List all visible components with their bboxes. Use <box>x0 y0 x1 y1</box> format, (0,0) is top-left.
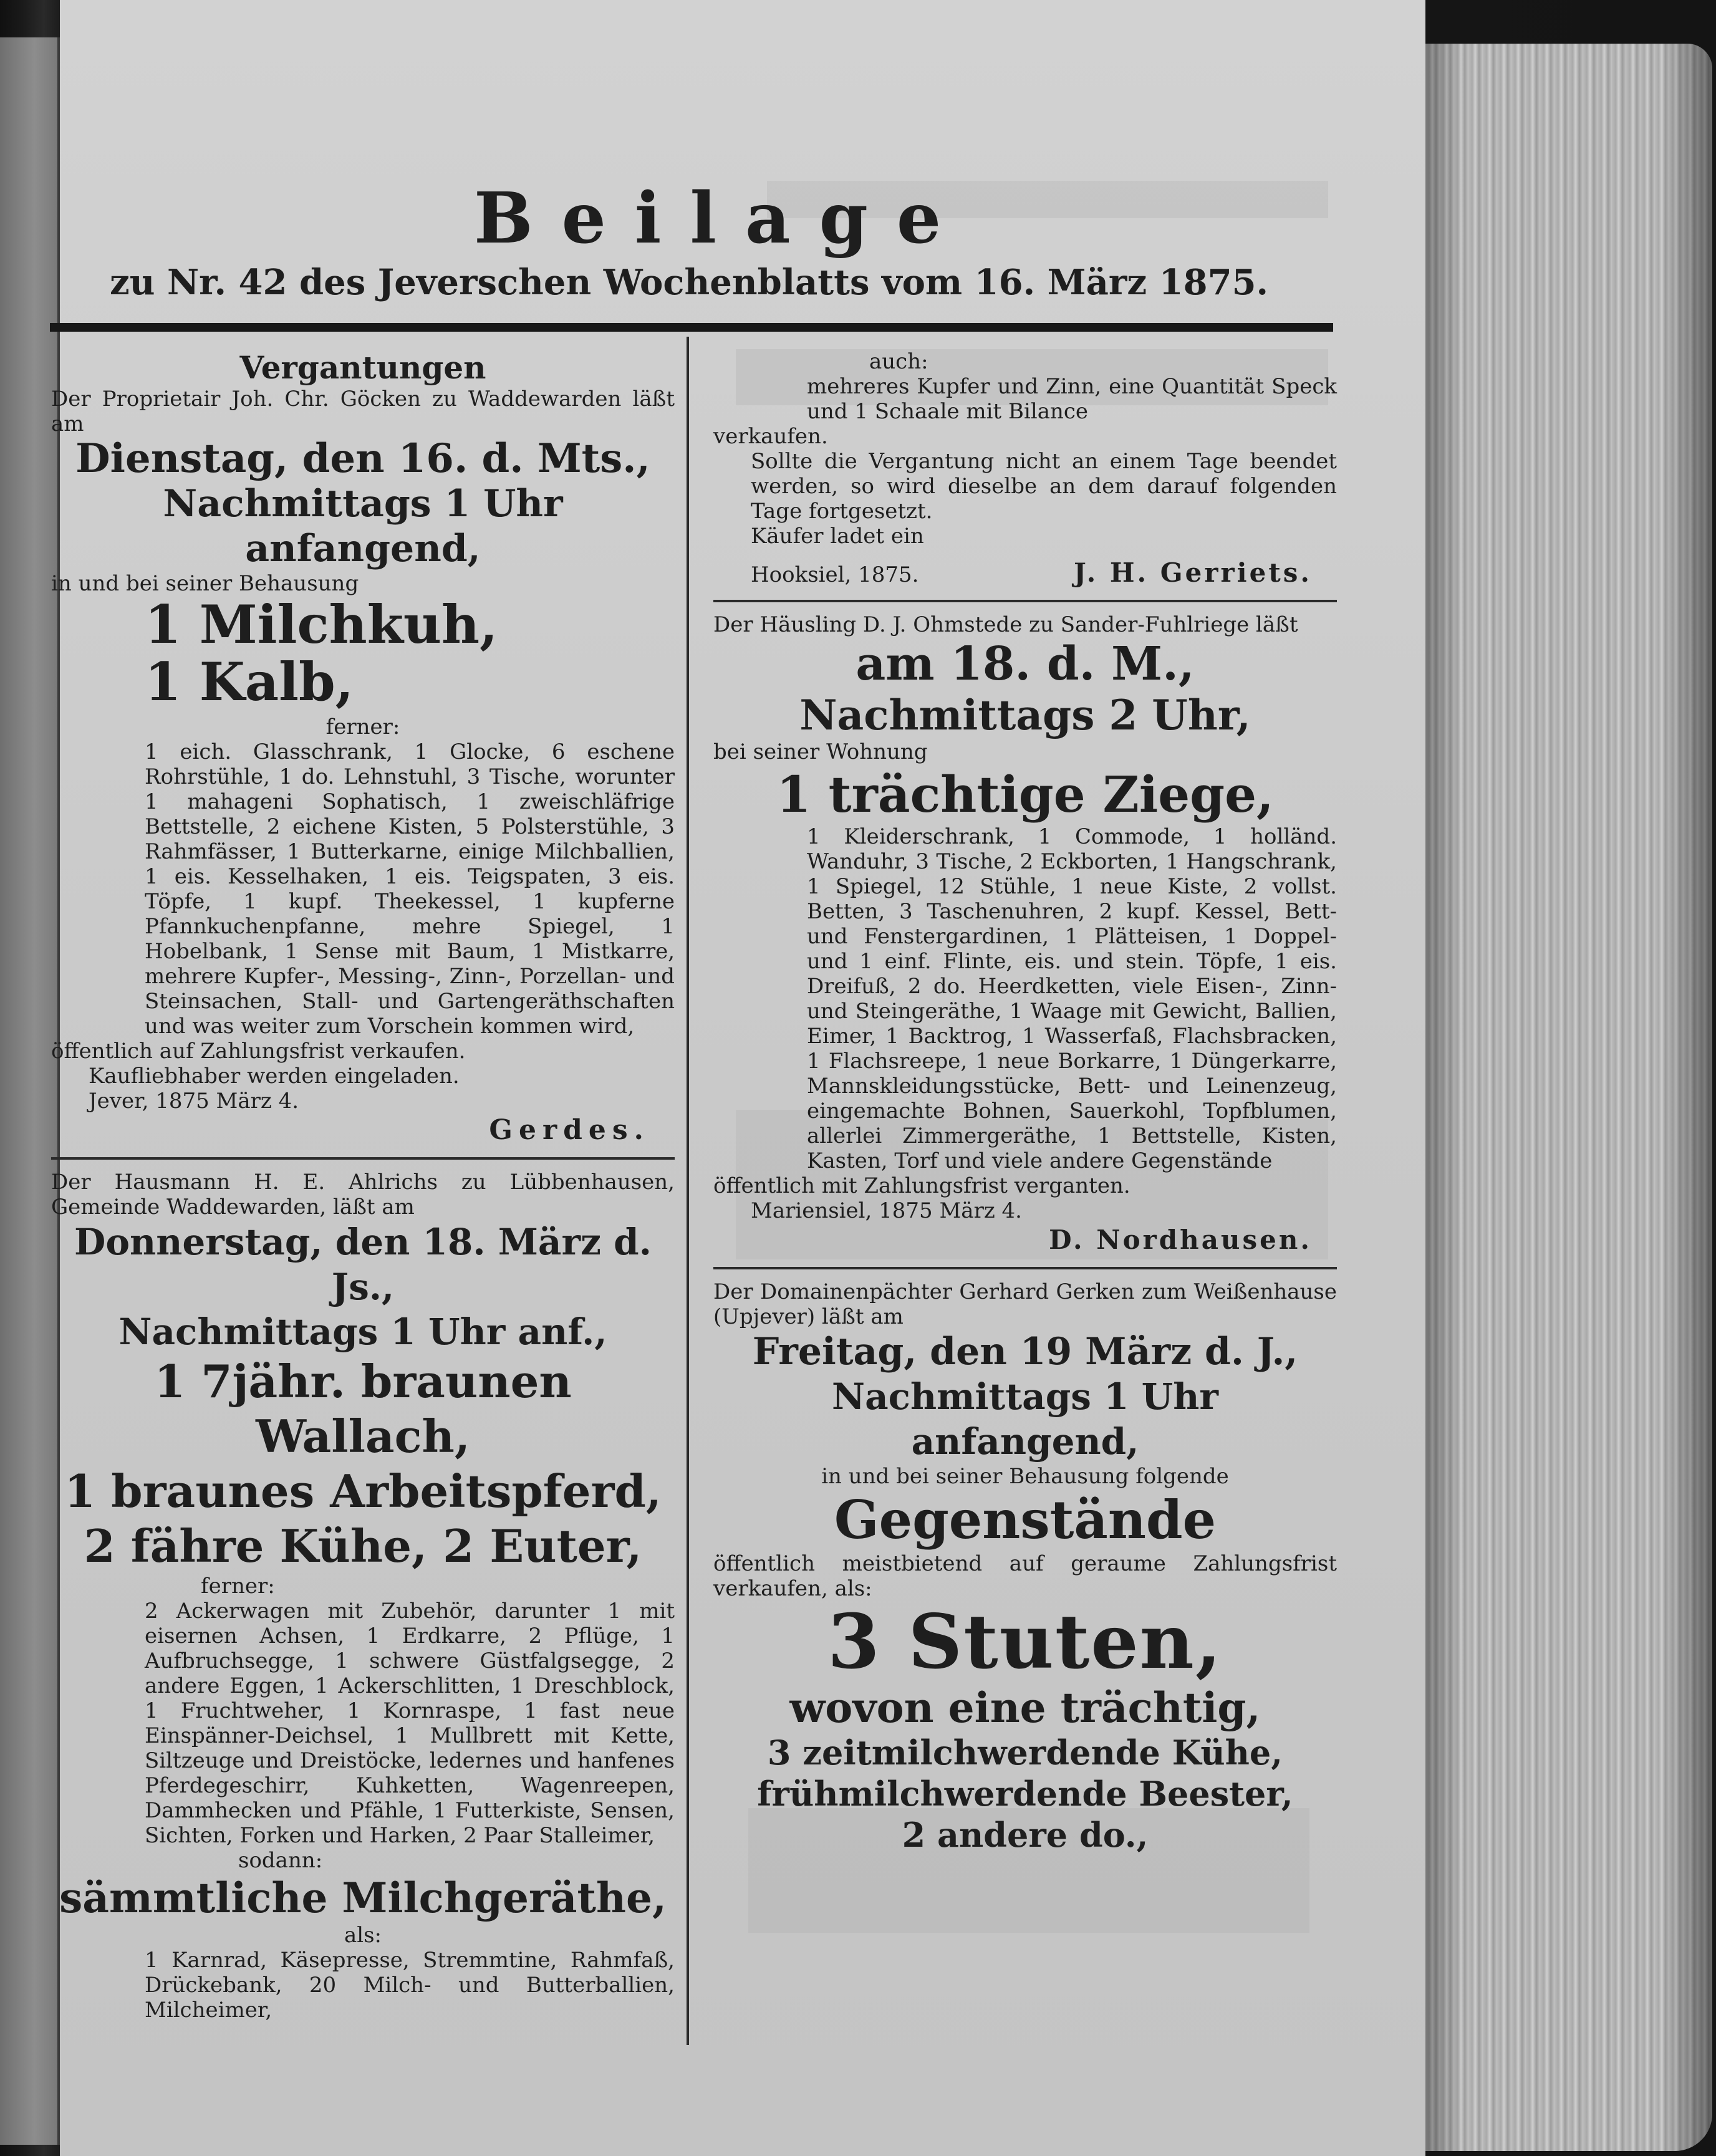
ad-gerken <box>713 1279 1337 1855</box>
ad-item-wallach: 1 7jähr. braunen Wallach, <box>154 1355 572 1463</box>
column-divider <box>687 337 689 2045</box>
ad-dateline: Hooksiel, 1875. <box>751 562 919 587</box>
ad-item-list-2: 1 Karnrad, Käsepresse, Stremmtine, Rahmfaß, Drückebank, 20 Milch- und Butterballien, Milcheimer, <box>145 1948 675 2023</box>
ad-place: in und bei seiner Behausung <box>51 571 359 596</box>
ad-item-beester: frühmilchwerdende Beester, <box>757 1774 1293 1814</box>
ad-dateline: Mariensiel, 1875 März 4. <box>751 1198 1022 1223</box>
ad-date: Freitag, den 19 März d. J., <box>752 1330 1298 1374</box>
ad-ahlrichs <box>51 1170 675 2023</box>
ad-invitation: Kaufliebhaber werden eingeladen. <box>89 1064 460 1089</box>
ad-item-andere: 2 andere do., <box>902 1815 1149 1855</box>
ad-ferner: ferner: <box>201 1574 275 1599</box>
masthead-title: Beilage <box>474 178 970 259</box>
ad-intro: Der Häusling D. J. Ohmstede zu Sander-Fuhlriege läßt <box>713 612 1298 637</box>
ad-time: Nachmittags 1 Uhr anfangend, <box>832 1375 1218 1463</box>
ad-signature: J. H. Gerriets. <box>1074 557 1312 588</box>
left-column <box>51 349 675 2023</box>
ad-signature: D. Nordhausen. <box>1049 1225 1312 1255</box>
ad-ohmstede <box>713 612 1337 1257</box>
ad-place: bei seiner Wohnung <box>713 739 928 764</box>
masthead-subtitle: zu Nr. 42 des Jeverschen Wochenblatts vom 16. März 1875. <box>109 262 1269 303</box>
ad-item-ziege: 1 trächtige Ziege, <box>776 765 1274 824</box>
ad-item-arbeitspferd: 1 braunes Arbeitspferd, <box>64 1465 662 1518</box>
ad-continuation-note: Sollte die Vergantung nicht an einem Tage beendet werden, so wird dieselbe an dem darauf folgenden Tage fortgesetzt. <box>751 449 1337 524</box>
ad-time: Nachmittags 1 Uhr anfangend, <box>163 482 563 570</box>
ad-closing: öffentlich auf Zahlungsfrist verkaufen. <box>51 1039 466 1064</box>
ad-verkaufen: verkaufen. <box>713 424 828 449</box>
ad-time: Nachmittags 1 Uhr anf., <box>118 1311 607 1353</box>
ad-item-traechtig: wovon eine trächtig, <box>789 1683 1261 1732</box>
ad-item-milchgeraethe: sämmtliche Milchgeräthe, <box>59 1874 667 1922</box>
ad-ferner: ferner: <box>325 715 400 739</box>
page-edges-shadow <box>1425 44 1712 2151</box>
ad-item-kalb: 1 Kalb, <box>145 651 354 713</box>
ad-date: am 18. d. M., <box>856 637 1195 691</box>
section-rule <box>713 600 1337 602</box>
ad-intro: Der Hausmann H. E. Ahlrichs zu Lübbenhausen, Gemeinde Waddewarden, läßt am <box>51 1170 675 1220</box>
ad-intro: Der Domainenpächter Gerhard Gerken zum Weißenhause (Upjever) läßt am <box>713 1279 1337 1329</box>
ad-item-milchkuh: 1 Milchkuh, <box>145 594 498 655</box>
ad-signature: Gerdes. <box>489 1114 650 1146</box>
ad-item-kuehe: 3 zeitmilchwerdende Kühe, <box>767 1733 1283 1773</box>
ad-item-kuehe: 2 fähre Kühe, 2 Euter, <box>84 1519 642 1572</box>
ad-dateline: Jever, 1875 März 4. <box>89 1089 299 1114</box>
ad-place: in und bei seiner Behausung folgende <box>821 1464 1229 1489</box>
ad-footer-row <box>713 556 1337 590</box>
ad-auch: auch: <box>869 349 928 374</box>
section-rule <box>713 1267 1337 1269</box>
ad-goecken <box>51 349 675 1147</box>
ad-invitation: Käufer ladet ein <box>751 524 924 549</box>
right-column <box>713 349 1337 1855</box>
ad-item-stuten: 3 Stuten, <box>827 1598 1223 1686</box>
ad-item-list: mehreres Kupfer und Zinn, eine Quantität Speck und 1 Schaale mit Bilance <box>807 374 1337 424</box>
ad-closing: öffentlich mit Zahlungsfrist verganten. <box>713 1173 1130 1198</box>
ad-date: Donnerstag, den 18. März d. Js., <box>74 1221 652 1308</box>
ad-heading-gegenstaende: Gegenstände <box>834 1489 1217 1551</box>
ad-time: Nachmittags 2 Uhr, <box>799 691 1251 739</box>
ad-intro: Der Proprietair Joh. Chr. Göcken zu Waddewarden läßt am <box>51 387 675 436</box>
ad-gerriets <box>713 349 1337 590</box>
ad-item-list: 1 Kleiderschrank, 1 Commode, 1 holländ. Wanduhr, 3 Tische, 2 Eckborten, 1 Hangschrank, 1 Spiegel, 12 Stühle, 1 neue Kiste, 2 vollst. Betten, 3 Taschenuhren, 2 kupf. Kessel, Bett- und Fenstergardinen, 1 Plätteisen, 1 Doppel- und 1 einf. Flinte, eis. und stein. Töpfe, 1 eis. Dreifuß, 2 do. Heerdketten, viele Eisen-, Zinn- und Steingeräthe, 1 Waage mit Gewicht, Ballien, Eimer, 1 Backtrog, 1 Wasserfaß, Flachsbracken, 1 Flachsreepe, 1 neue Borkarre, 1 Düngerkarre, Mannskleidungsstücke, Bett- und Leinenzeug, eingemachte Bohnen, Sauerkohl, Topfblumen, allerlei Zimmergeräthe, 1 Bettstelle, Kisten, Kasten, Torf und viele andere Gegenstände <box>807 824 1337 1173</box>
ad-als: als: <box>344 1923 382 1948</box>
ad-terms: öffentlich meistbietend auf geraume Zahlungsfrist verkaufen, als: <box>713 1551 1337 1601</box>
ad-sodann: sodann: <box>238 1848 323 1873</box>
ad-date: Dienstag, den 16. d. Mts., <box>75 435 650 482</box>
section-rule <box>51 1157 675 1160</box>
masthead-rule <box>50 323 1333 332</box>
section-heading: Vergantungen <box>239 349 486 386</box>
ad-item-list: 1 eich. Glasschrank, 1 Glocke, 6 eschene Rohrstühle, 1 do. Lehnstuhl, 3 Tische, worunter 1 mahageni Sophatisch, 1 zweischläfrige Bettstelle, 2 eichene Kisten, 5 Polsterstühle, 3 Rahmfässer, 1 Butterkarne, einige Milchballien, 1 eis. Kesselhaken, 1 eis. Teigspaten, 3 eis. Töpfe, 1 kupf. Theekessel, 1 kupferne Pfannkuchenpfanne, mehre Spiegel, 1 Hobelbank, 1 Sense mit Baum, 1 Mistkarre, mehrere Kupfer-, Messing-, Zinn-, Porzellan- und Steinsachen, Stall- und Gartengeräthschaften und was weiter zum Vorschein kommen wird, <box>145 739 675 1039</box>
ad-item-list: 2 Ackerwagen mit Zubehör, darunter 1 mit eisernen Achsen, 1 Erdkarre, 2 Pflüge, 1 Aufbruchsegge, 1 schwere Güstfalgsegge, 2 andere Eggen, 1 Ackerschlitten, 1 Dreschblock, 1 Fruchtweher, 1 Kornraspe, 1 fast neue Einspänner-Deichsel, 1 Mullbrett mit Kette, Siltzeuge und Dreistöcke, ledernes und hanfenes Pferdegeschirr, Kuhketten, Wagenreepen, Dammhecken und Pfähle, 1 Futterkiste, Sensen, Sichten, Forken und Harken, 2 Paar Stalleimer, <box>145 1599 675 1848</box>
